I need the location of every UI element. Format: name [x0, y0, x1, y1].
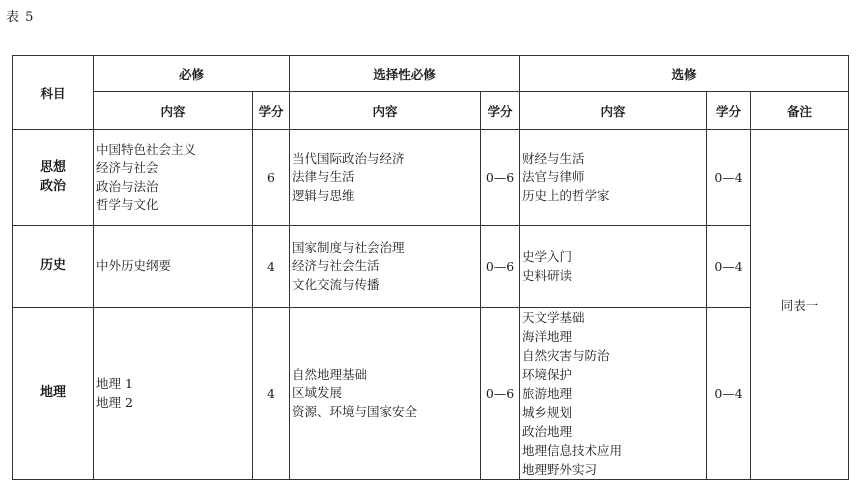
subject-name-line2: 政治: [39, 178, 66, 194]
elective-credits-cell: 0—4: [707, 226, 751, 308]
elective-content-cell: [520, 308, 707, 480]
content-item: 政治地理: [522, 424, 573, 439]
header-required-content: 内容: [94, 92, 253, 130]
content-item: 地理野外实习: [522, 462, 598, 477]
subject-cell-politics: [13, 130, 94, 226]
subject-cell-history: 历史: [13, 226, 94, 308]
elective-required-credits-cell: 0—6: [481, 308, 520, 480]
header-elective-required: 选择性必修: [290, 56, 520, 92]
content-item: 自然灾害与防治: [522, 348, 610, 363]
elective-required-content-cell: [290, 308, 481, 480]
remarks-cell: 同表一: [751, 130, 849, 480]
header-elective: 选修: [520, 56, 849, 92]
header-required-credits: 学分: [253, 92, 290, 130]
required-content-cell: [94, 130, 253, 226]
content-item: 城乡规划: [522, 405, 573, 420]
content-item: 中国特色社会主义: [96, 141, 197, 157]
required-content-cell: [94, 308, 253, 480]
elective-content-cell: [520, 226, 707, 308]
table-row-geography: [13, 308, 849, 480]
content-item: 国家制度与社会治理: [292, 239, 405, 255]
content-item: 历史上的哲学家: [522, 187, 610, 203]
required-credits-cell: 4: [253, 308, 290, 480]
header-elective-required-content: 内容: [290, 92, 481, 130]
header-subject: 科目: [13, 56, 94, 130]
content-item: 地理 1: [96, 376, 133, 391]
content-item: 经济与社会生活: [292, 258, 380, 274]
elective-required-credits-cell: 0—6: [481, 226, 520, 308]
content-item: 中外历史纲要: [96, 258, 172, 274]
elective-required-content-cell: [290, 130, 481, 226]
content-item: 环境保护: [522, 367, 573, 382]
content-item: 资源、环境与国家安全: [292, 403, 418, 419]
table-caption: 表 5: [6, 10, 35, 25]
header-elective-content: 内容: [520, 92, 707, 130]
content-item: 政治与法治: [96, 178, 159, 194]
content-item: 当代国际政治与经济: [292, 150, 405, 166]
content-item: 经济与社会: [96, 160, 159, 175]
elective-required-credits-cell: 0—6: [481, 130, 520, 226]
content-item: 旅游地理: [522, 386, 573, 401]
elective-credits-cell: 0—4: [707, 308, 751, 480]
elective-required-content-cell: [290, 226, 481, 308]
table-row-history: [13, 226, 849, 308]
required-credits-cell: 4: [253, 226, 290, 308]
content-item: 法官与律师: [522, 169, 585, 185]
curriculum-table: [12, 55, 849, 480]
content-item: 哲学与文化: [96, 197, 159, 212]
content-item: 史料研读: [522, 267, 573, 283]
content-item: 法律与生活: [292, 169, 355, 185]
header-row-columns: [13, 92, 849, 130]
elective-content-cell: [520, 130, 707, 226]
subject-cell-geography: 地理: [13, 308, 94, 480]
content-item: 史学入门: [522, 249, 573, 264]
header-required: 必修: [94, 56, 290, 92]
content-item: 文化交流与传播: [292, 276, 380, 292]
content-item: 海洋地理: [522, 329, 573, 344]
header-row-groups: [13, 56, 849, 92]
content-item: 自然地理基础: [292, 366, 368, 382]
header-remarks: 备注: [751, 92, 849, 130]
content-item: 财经与生活: [522, 150, 585, 166]
required-credits-cell: 6: [253, 130, 290, 226]
subject-name-line1: 思想: [39, 159, 66, 175]
content-item: 区域发展: [292, 385, 343, 401]
table-row-politics: [13, 130, 849, 226]
content-item: 地理信息技术应用: [522, 443, 623, 458]
required-content-cell: [94, 226, 253, 308]
elective-credits-cell: 0—4: [707, 130, 751, 226]
content-item: 天文学基础: [522, 310, 585, 325]
content-item: 地理 2: [96, 394, 133, 410]
header-elective-credits: 学分: [707, 92, 751, 130]
header-elective-required-credits: 学分: [481, 92, 520, 130]
content-item: 逻辑与思维: [292, 187, 355, 203]
